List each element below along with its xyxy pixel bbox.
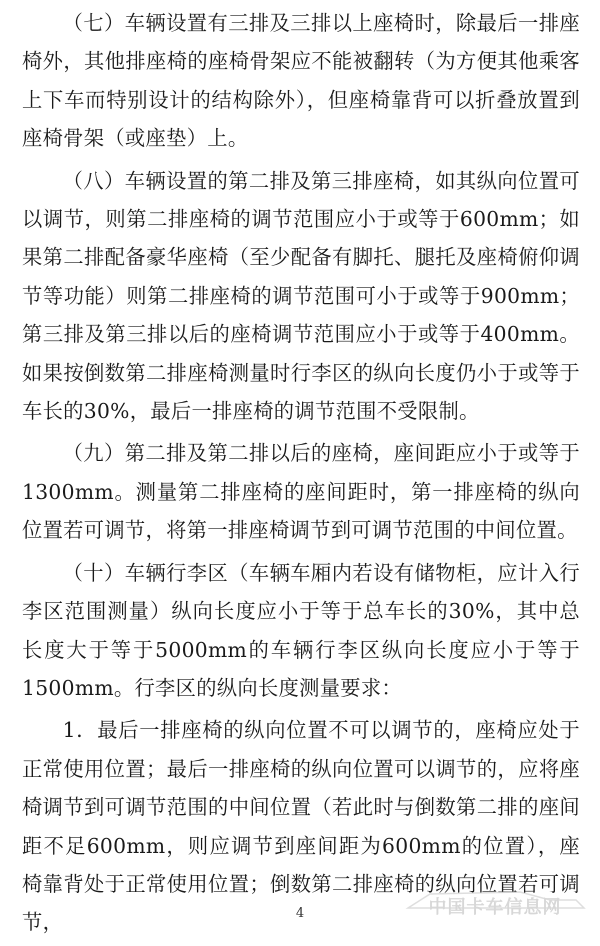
page-number: 4 bbox=[295, 906, 305, 921]
paragraph-nine: （九）第二排及第二排以后的座椅，座间距应小于或等于1300mm。测量第二排座椅的座间距时，第一排座椅的纵向位置若可调节，将第一排座椅调节到可调节范围的中间位置。 bbox=[22, 441, 580, 543]
paragraph-eight: （八）车辆设置的第二排及第三排座椅，如其纵向位置可以调节，则第二排座椅的调节范围应小于或等于600mm；如果第二排配备豪华座椅（至少配备有脚托、腿托及座椅俯仰调节等功能）则第二排座椅的调节范围可小于或等于900mm；第三排及第三排以后的座椅调节范围应小于或等于400mm。如果按倒数第二排座椅测量时行李区的纵向长度仍小于或等于车长的30%，最后一排座椅的调节范围不受限制。 bbox=[22, 168, 580, 424]
document-page bbox=[22, 4, 580, 946]
watermark-logo bbox=[400, 886, 590, 920]
paragraph-seven: （七）车辆设置有三排及三排以上座椅时，除最后一排座椅外，其他排座椅的座椅骨架应不能被翻转（为方便其他乘客上下车而特别设计的结构除外），但座椅靠背可以折叠放置到座椅骨架（或座垫）上。 bbox=[22, 11, 580, 151]
truck-watermark-icon bbox=[400, 886, 590, 920]
paragraph-ten: （十）车辆行李区（车辆车厢内若设有储物柜，应计入行李区范围测量）纵向长度应小于等于总车长的30%，其中总长度大于等于5000mm的车辆行李区纵向长度应小于等于1500mm。行李区的纵向长度测量要求： bbox=[22, 560, 580, 700]
paragraph-item-one: 1．最后一排座椅的纵向位置不可以调节的，座椅应处于正常使用位置；最后一排座椅的纵向位置可以调节的，应将座椅调节到可调节范围的中间位置（若此时与倒数第二排的座间距不足600mm，则应调节到座间距为600mm的位置），座椅靠背处于正常使用位置；倒数第二排座椅的纵向位置若可调节， bbox=[22, 718, 580, 935]
svg-text:中国卡车信息网: 中国卡车信息网 bbox=[428, 897, 562, 918]
